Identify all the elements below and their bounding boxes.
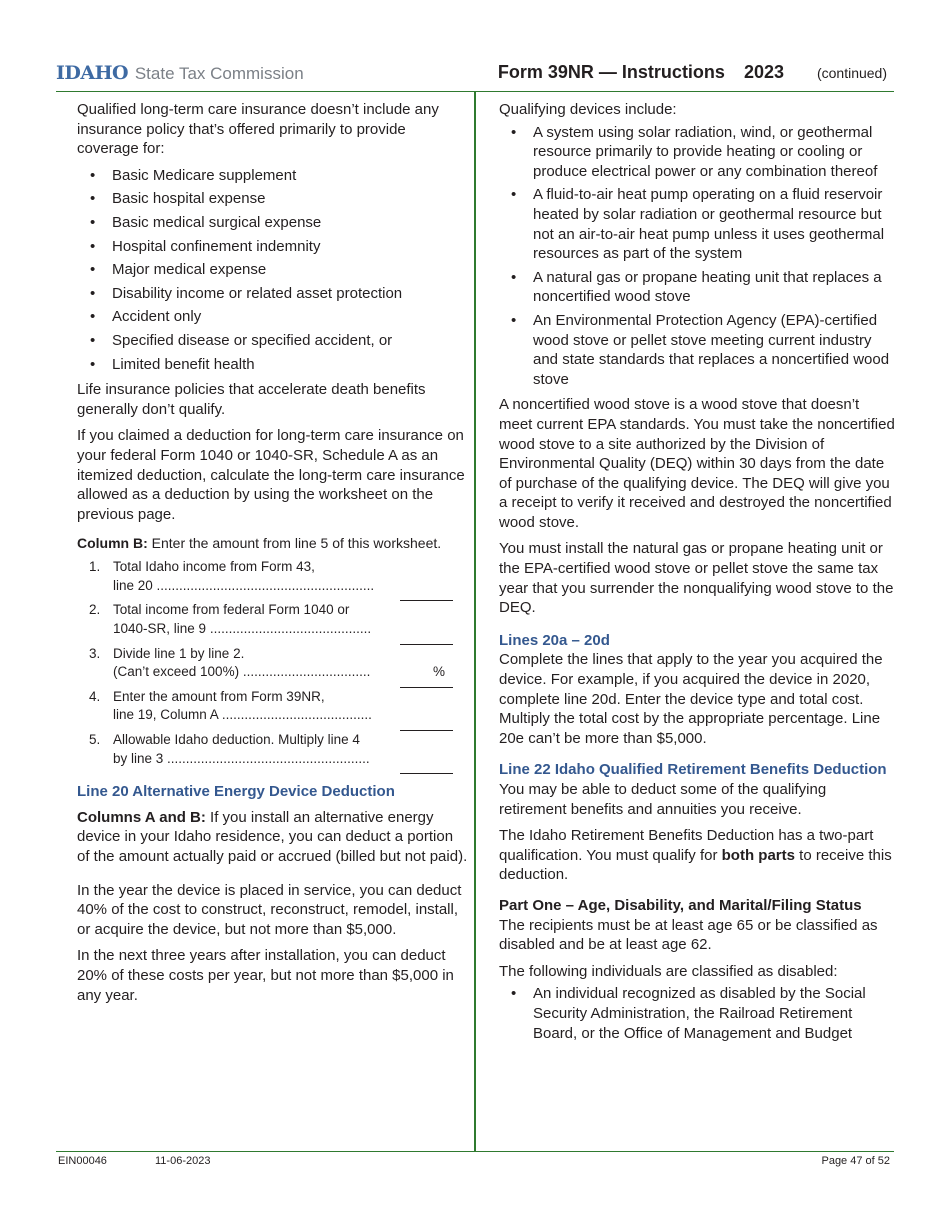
install-paragraph: You must install the natural gas or propane heating unit or the EPA-certified wood stove or pellet stove the same tax year that you surrender the nonqualifying wood stove to the DEQ.: [499, 540, 894, 617]
worksheet-line-3: [77, 645, 469, 682]
page-header: [56, 60, 894, 90]
worksheet-line-text: line 20: [113, 577, 153, 593]
list-item: • Accident only: [77, 307, 469, 327]
worksheet-line-5: [77, 731, 469, 768]
dot-leader: ......................................................: [163, 750, 370, 766]
dot-leader: ..................................: [239, 664, 371, 680]
worksheet-line-text: Enter the amount from Form 39NR,: [113, 688, 325, 704]
qualifying-devices-intro: Qualifying devices include:: [499, 101, 677, 118]
column-divider: [474, 91, 476, 1151]
logo-commission-text: State Tax Commission: [134, 64, 304, 83]
worksheet-line-4: [77, 688, 469, 725]
list-item: • A natural gas or propane heating unit that replaces a noncertified wood stove: [499, 268, 895, 307]
worksheet-line-text: Total income from federal Form 1040 or: [113, 602, 350, 618]
disabled-intro: The following individuals are classified as disabled:: [499, 962, 838, 980]
lines-20-paragraph: Complete the lines that apply to the year you acquired the device. For example, if you acquired the device in 2020, complete line 20d. Enter the device type and total cost. Multiply the total cost by the appropriate percentage. Line 20e can’t be more than $5,000.: [499, 651, 883, 747]
dot-leader: ........................................: [218, 707, 372, 723]
list-item: • Basic hospital expense: [77, 189, 469, 209]
ltc-exclusion-list: [77, 166, 469, 374]
two-part-text: The Idaho Retirement Benefits Deduction has a two-part qualification. You must qualify for: [499, 827, 874, 864]
list-item: • A fluid-to-air heat pump operating on a fluid reservoir heated by solar radiation or geothermal resource but not an air-to-air heat pump unless it uses geothermal resources as part of the system: [499, 185, 895, 263]
list-item: • Major medical expense: [77, 260, 469, 280]
form-year: 2023: [743, 62, 784, 82]
worksheet-line-text: line 19, Column A: [113, 707, 219, 723]
worksheet-line-text: by line 3: [113, 750, 164, 766]
left-column: [77, 100, 469, 1012]
list-item: • Disability income or related asset protection: [77, 284, 469, 304]
worksheet-line-number: 1.: [89, 559, 101, 575]
column-b-label: Column B:: [77, 535, 148, 552]
next-three-years-paragraph: In the next three years after installation, you can deduct 20% of these costs per year, but not more than $5,000 in any year.: [77, 947, 454, 1004]
column-b-instruction: [77, 534, 469, 552]
worksheet-line-number: 3.: [89, 645, 101, 661]
list-item: • Limited benefit health: [77, 355, 469, 375]
list-item: • Basic Medicare supplement: [77, 166, 469, 186]
columns-ab-text: If you install an alternative energy device in your Idaho residence, you can deduct a portion of the amount actually paid or accrued (billed but not paid).: [77, 808, 468, 865]
form-title: [498, 62, 784, 83]
worksheet-line-number: 5.: [89, 732, 101, 748]
list-item: • Basic medical surgical expense: [77, 213, 469, 233]
footer-rule: [56, 1151, 894, 1152]
placed-in-service-paragraph: In the year the device is placed in service, you can deduct 40% of the cost to construct, reconstruct, remodel, install, or acquire the device, but not more than $5,000.: [77, 881, 462, 938]
worksheet-answer-line[interactable]: [400, 773, 453, 774]
list-item: • Hospital confinement indemnity: [77, 237, 469, 257]
ltc-exclusion-paragraph: Qualified long-term care insurance doesn’t include any insurance policy that’s offered primarily to provide coverage for:: [77, 101, 439, 158]
worksheet-line-text: (Can’t exceed 100%): [113, 664, 240, 680]
heading-lines-20a-20d: Lines 20a – 20d: [499, 631, 610, 649]
part-one-paragraph: The recipients must be at least age 65 or be classified as disabled and be at least age 62.: [499, 916, 878, 954]
qualifying-devices-list: [499, 123, 895, 390]
worksheet-line-number: 4.: [89, 688, 101, 704]
columns-ab-label: Columns A and B:: [77, 808, 206, 826]
idaho-tax-commission-logo: [56, 62, 304, 84]
columns-ab-paragraph: [77, 808, 469, 867]
two-part-text-end: to receive this deduction.: [499, 846, 892, 884]
continued-label: (continued): [816, 65, 887, 81]
worksheet-line-text: Allowable Idaho deduction. Multiply line 4: [113, 732, 360, 748]
worksheet-line-text: Total Idaho income from Form 43,: [113, 559, 315, 575]
logo-idaho-wordmark: IDAHO: [56, 62, 129, 84]
both-parts-emphasis: both parts: [721, 846, 795, 864]
heading-line-22: Line 22 Idaho Qualified Retirement Benefits Deduction: [499, 761, 887, 779]
form-code: EIN00046: [58, 1155, 107, 1167]
list-item: • An Environmental Protection Agency (EPA)-certified wood stove or pellet stove meeting current industry and state standards that replaces a noncertified wood stove: [499, 311, 895, 389]
ltc-worksheet: [77, 534, 469, 768]
noncertified-stove-paragraph: A noncertified wood stove is a wood stove that doesn’t meet current EPA standards. You must take the noncertified wood stove to a site authorized by the Division of Environmental Quality (DEQ) within 30 days from the date of purchase of the qualifying device. The DEQ will give you a receipt to verify it received and destroyed the noncertified wood stove.: [499, 396, 895, 531]
percent-sign: %: [433, 664, 446, 680]
list-item: • A system using solar radiation, wind, or geothermal resource primarily to provide heating or cooling or produce electrical power or any combination thereof: [499, 123, 895, 182]
column-b-text: Enter the amount from line 5 of this worksheet.: [147, 535, 442, 552]
heading-part-one: Part One – Age, Disability, and Marital/Filing Status: [499, 896, 862, 914]
worksheet-line-text: 1040-SR, line 9: [113, 621, 207, 637]
heading-line-20: Line 20 Alternative Energy Device Deduction: [77, 783, 395, 801]
worksheet-line-text: Divide line 1 by line 2.: [113, 645, 245, 661]
line-22-paragraph: You may be able to deduct some of the qualifying retirement benefits and annuities you receive.: [499, 781, 827, 818]
form-title-text: Form 39NR — Instructions: [497, 62, 725, 82]
worksheet-line-1: [77, 558, 469, 595]
dot-leader: ...........................................: [206, 621, 372, 637]
list-item: • An individual recognized as disabled by the Social Security Administration, the Railroad Retirement Board, or the Office of Management and Budget: [499, 984, 895, 1043]
worksheet-intro-paragraph: If you claimed a deduction for long-term care insurance on your federal Form 1040 or 1040-SR, Schedule A as an itemized deduction, calculate the long-term care insurance allowed as a deduction by using the worksheet on the previous page.: [77, 427, 465, 523]
worksheet-line-2: [77, 601, 469, 638]
page-number: Page 47 of 52: [821, 1155, 890, 1167]
two-part-paragraph: [499, 826, 895, 885]
list-item: • Specified disease or specified accident, or: [77, 331, 469, 351]
dot-leader: ..........................................................: [152, 577, 375, 593]
right-column: [499, 100, 895, 1049]
worksheet-line-number: 2.: [89, 602, 101, 618]
life-insurance-paragraph: Life insurance policies that accelerate death benefits generally don’t qualify.: [77, 381, 426, 418]
revision-date: 11-06-2023: [155, 1155, 211, 1167]
disabled-list: [499, 984, 895, 1043]
